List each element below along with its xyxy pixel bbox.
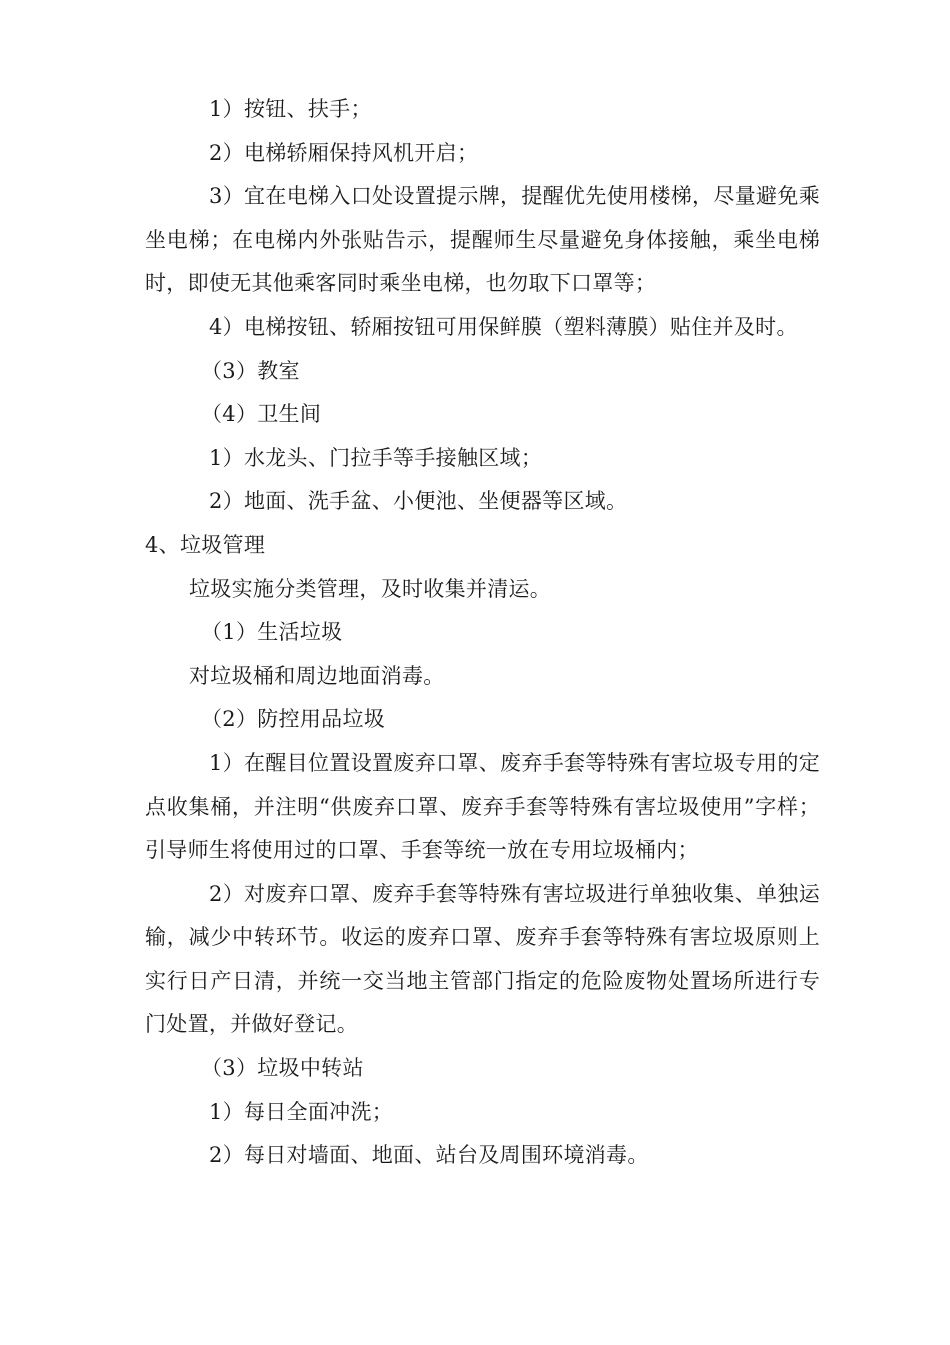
list-item-daily-washing: 1）每日全面冲洗；	[209, 1099, 394, 1124]
section-heading-protective-waste: （2）防控用品垃圾	[201, 707, 386, 732]
list-item-restroom-faucets: 1）水龙头、门拉手等手接触区域；	[209, 445, 543, 470]
section-heading-transfer-station: （3）垃圾中转站	[201, 1056, 364, 1081]
document-body	[145, 88, 820, 1178]
list-item-elevator-fan: 2）电梯轿厢保持风机开启；	[209, 140, 479, 165]
body-text-garbage-intro: 垃圾实施分类管理，及时收集并清运。	[189, 576, 552, 601]
list-item-elevator-signage: 3）宜在电梯入口处设置提示牌，提醒优先使用楼梯，尽量避免乘坐电梯；在电梯内外张贴告示，提醒师生尽量避免身体接触，乘坐电梯时，即使无其他乘客同时乘坐电梯，也勿取下口罩等；	[145, 184, 820, 296]
section-heading-household-waste: （1）生活垃圾	[201, 620, 343, 645]
section-heading-classroom: （3）教室	[201, 358, 300, 383]
list-item-restroom-floor: 2）地面、洗手盆、小便池、坐便器等区域。	[209, 489, 628, 514]
list-item-collection-bins: 1）在醒目位置设置废弃口罩、废弃手套等特殊有害垃圾专用的定点收集桶，并注明“供废弃口罩、废弃手套等特殊有害垃圾使用”字样；引导师生将使用过的口罩、手套等统一放在专用垃圾桶内；	[145, 750, 820, 863]
list-item-elevator-film: 4）电梯按钮、轿厢按钮可用保鲜膜（塑料薄膜）贴住并及时。	[209, 314, 798, 339]
list-item-daily-disinfection: 2）每日对墙面、地面、站台及周围环境消毒。	[209, 1143, 649, 1168]
list-item-separate-transport: 2）对废弃口罩、废弃手套等特殊有害垃圾进行单独收集、单独运输，减少中转环节。收运的废弃口罩、废弃手套等特殊有害垃圾原则上实行日产日清，并统一交当地主管部门指定的危险废物处置场所进行专门处置，并做好登记。	[145, 881, 820, 1037]
body-text-household-waste: 对垃圾桶和周边地面消毒。	[189, 663, 445, 688]
section-heading-restroom: （4）卫生间	[201, 402, 322, 427]
list-item-elevator-buttons: 1）按钮、扶手；	[209, 97, 372, 121]
chapter-heading-garbage: 4、垃圾管理	[145, 532, 266, 557]
